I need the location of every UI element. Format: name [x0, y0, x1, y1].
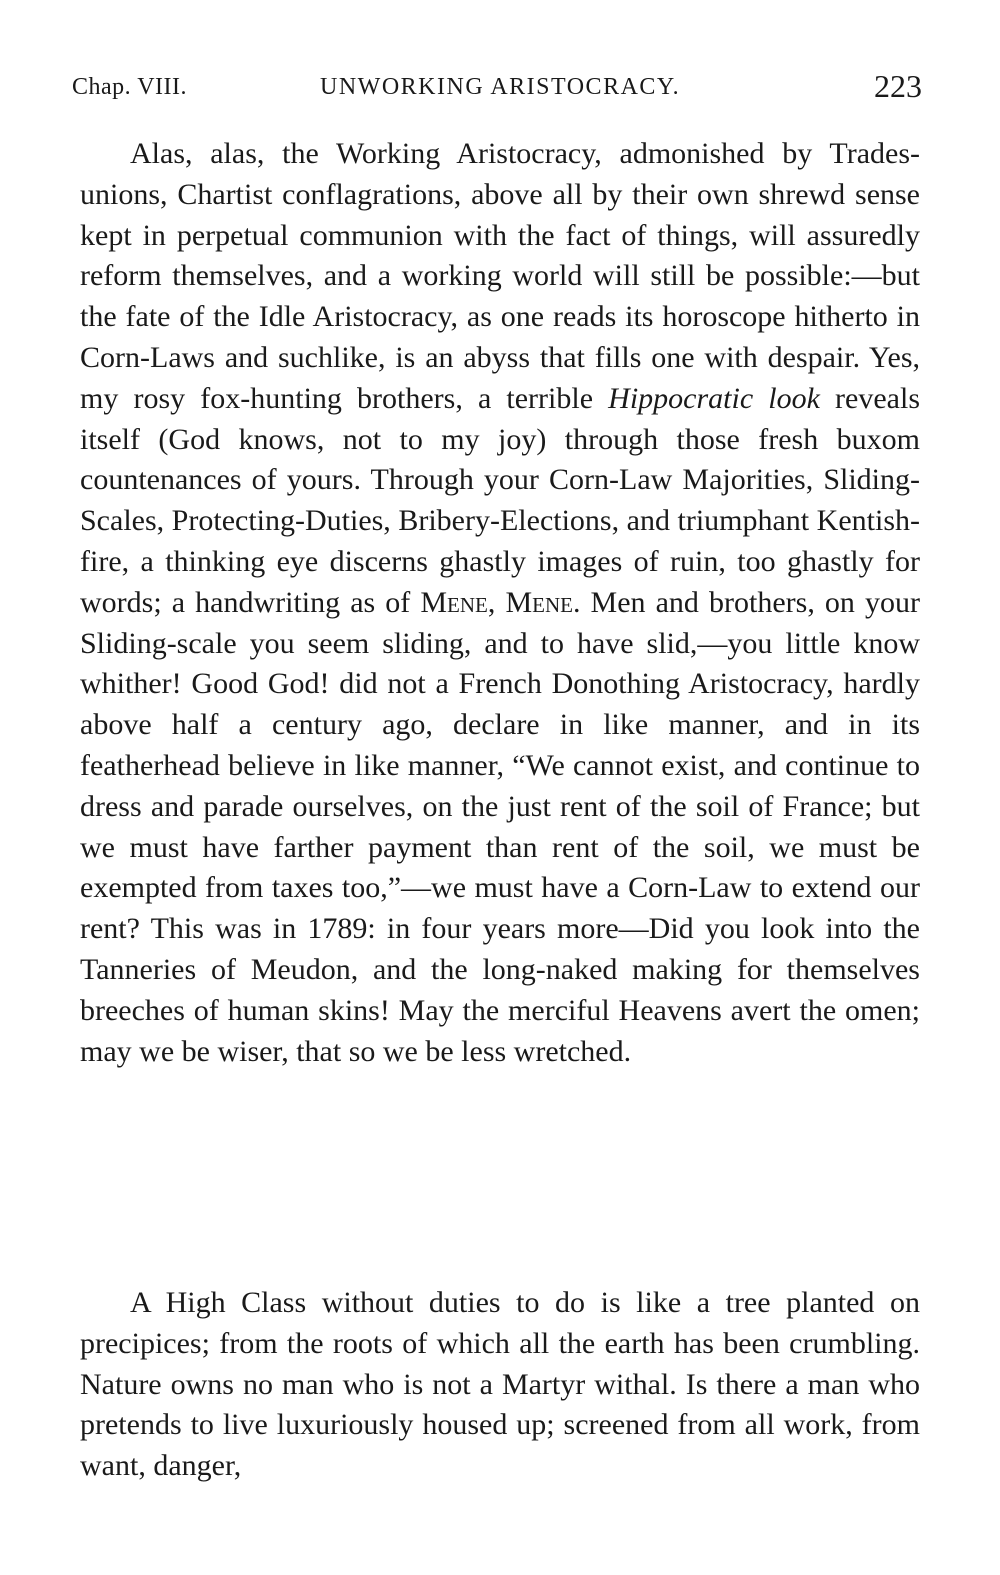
paragraph-1 — [80, 134, 920, 1072]
paragraph-1-segment-2: reveals itself (God knows, not to my joy) through those fresh buxom countenances of yours. Through your Corn-Law Majorities, Sliding-Scales, Protecting-Duties, Bribery-Elections, and triumphant Kentish-fire, a thinking eye discerns ghastly images of ruin, too ghastly for words; a handwriting as of — [80, 381, 920, 619]
hippocratic-look-phrase: Hippocratic look — [608, 381, 820, 415]
paragraph-1-text — [80, 134, 920, 1072]
paragraph-2-text: A High Class without duties to do is like a tree planted on precipices; from the roots of which all the earth has been crumbling. Nature owns no man who is not a Martyr withal. Is there a man who pretends to live luxuriously housed up; screened from all work, from want, danger, — [80, 1286, 920, 1483]
paragraph-1-segment-3: . Men and brothers, on your Sliding-scale you seem sliding, and to have slid,—you little know whither! Good God! did not a French Donothing Aristocracy, hardly above half a century ago, declare in like manner, and in its featherhead believe in like manner, “We cannot exist, and continue to dress and parade ourselves, on the just rent of the soil of France; but we must have farther payment than rent of the soil, we must be exempted from taxes too,”—we must have a Corn-Law to extend our rent? This was in 1789: in four years more—Did you look into the Tanneries of Meudon, and the long-naked making for themselves breeches of human skins! May the merciful Heavens avert the omen; may we be wiser, that so we be less wretched. — [80, 585, 920, 1068]
mene-mene-phrase: Mene, Mene — [420, 585, 573, 619]
paragraph-1-segment-1: Alas, alas, the Working Aristocracy, admonished by Trades-unions, Chartist conflagrations, above all by their own shrewd sense kept in perpetual communion with the fact of things, will assuredly reform themselves, and a working world will still be possible:—but the fate of the Idle Aristocracy, as one reads its horoscope hitherto in Corn-Laws and suchlike, is an abyss that fills one with despair. Yes, my rosy fox-hunting brothers, a terrible — [80, 137, 920, 415]
paragraph-2 — [80, 1283, 920, 1487]
running-title: UNWORKING ARISTOCRACY. — [320, 74, 681, 100]
chapter-label: Chap. VIII. — [72, 74, 188, 100]
page-number: 223 — [874, 68, 922, 104]
running-head — [72, 68, 922, 108]
